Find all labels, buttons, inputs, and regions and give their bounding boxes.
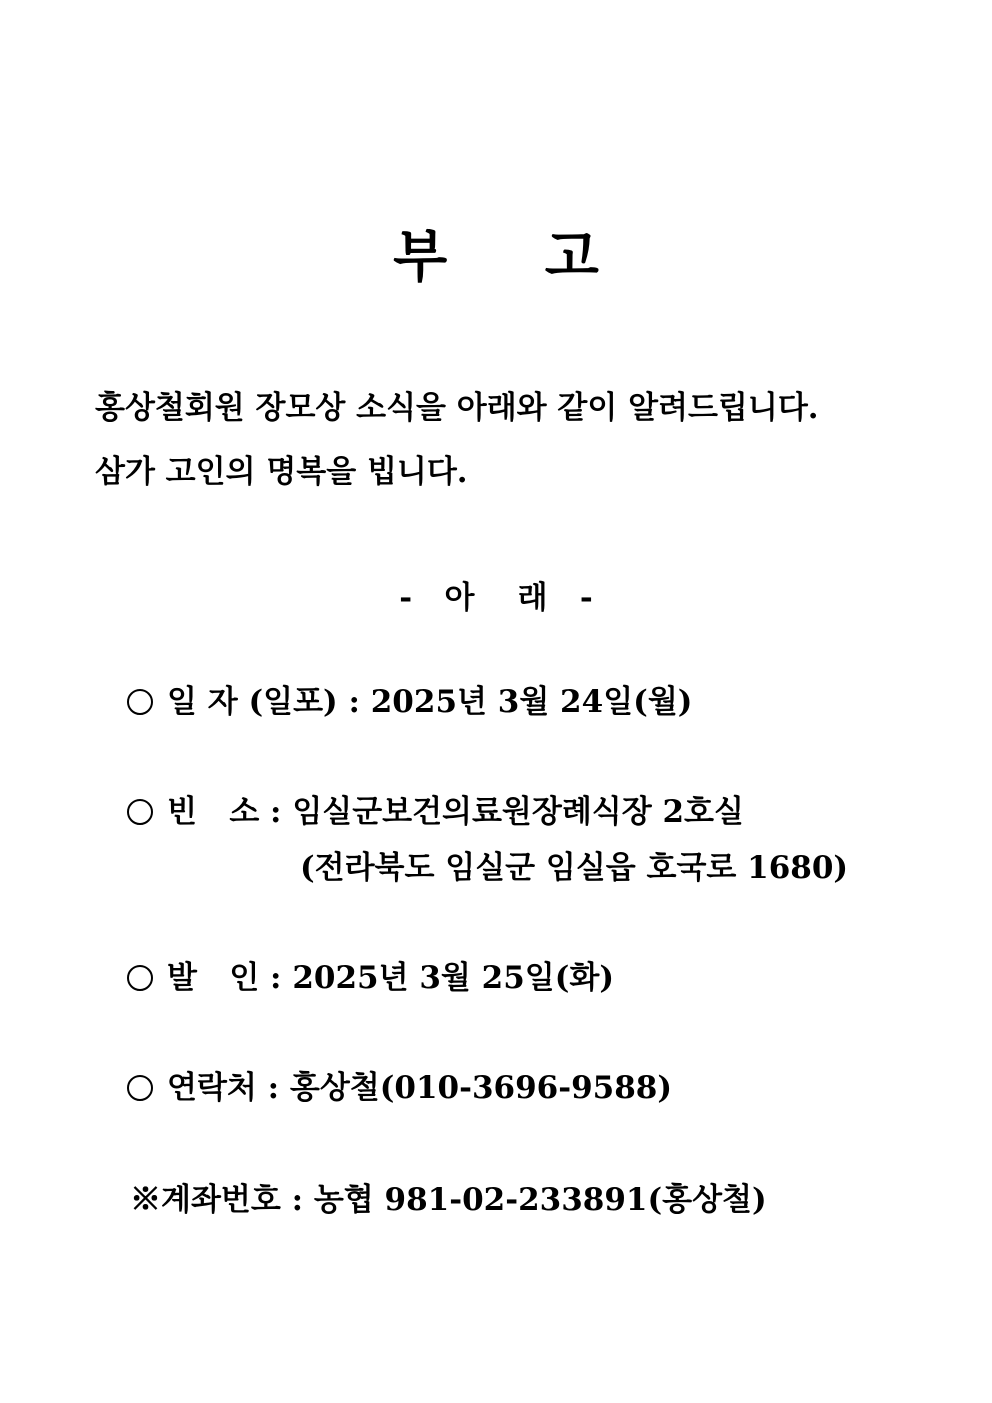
account-label: ※계좌번호 : <box>130 1182 314 1218</box>
account-row <box>130 1180 767 1220</box>
departure-label: 발 인 : <box>167 960 293 996</box>
date-value: 2025년 3월 24일(월) <box>370 684 693 720</box>
account-value: 농협 981-02-233891(홍상철) <box>313 1182 767 1218</box>
contact-row <box>127 1068 672 1108</box>
section-heading: - 아 래 - <box>399 580 593 616</box>
venue-address-row <box>300 848 848 888</box>
departure-value: 2025년 3월 25일(화) <box>292 960 615 996</box>
intro-line-1: 홍상철회원 장모상 소식을 아래와 같이 알려드립니다. <box>95 390 819 426</box>
departure-row <box>127 958 614 998</box>
contact-value: 홍상철(010-3696-9588) <box>289 1070 673 1106</box>
circle-bullet-icon <box>127 799 153 825</box>
circle-bullet-icon <box>127 689 153 715</box>
venue-address: (전라북도 임실군 임실읍 호국로 1680) <box>300 850 849 886</box>
venue-label: 빈 소 : <box>167 794 293 830</box>
contact-label: 연락처 : <box>167 1070 290 1106</box>
date-label: 일 자 (일포) : <box>167 684 371 720</box>
date-row <box>127 682 692 722</box>
venue-value: 임실군보건의료원장례식장 2호실 <box>292 794 744 830</box>
intro-line-2: 삼가 고인의 명복을 빕니다. <box>95 454 468 490</box>
page-title: 부 고 <box>393 224 599 290</box>
circle-bullet-icon <box>127 965 153 991</box>
venue-row <box>127 792 744 832</box>
circle-bullet-icon <box>127 1075 153 1101</box>
